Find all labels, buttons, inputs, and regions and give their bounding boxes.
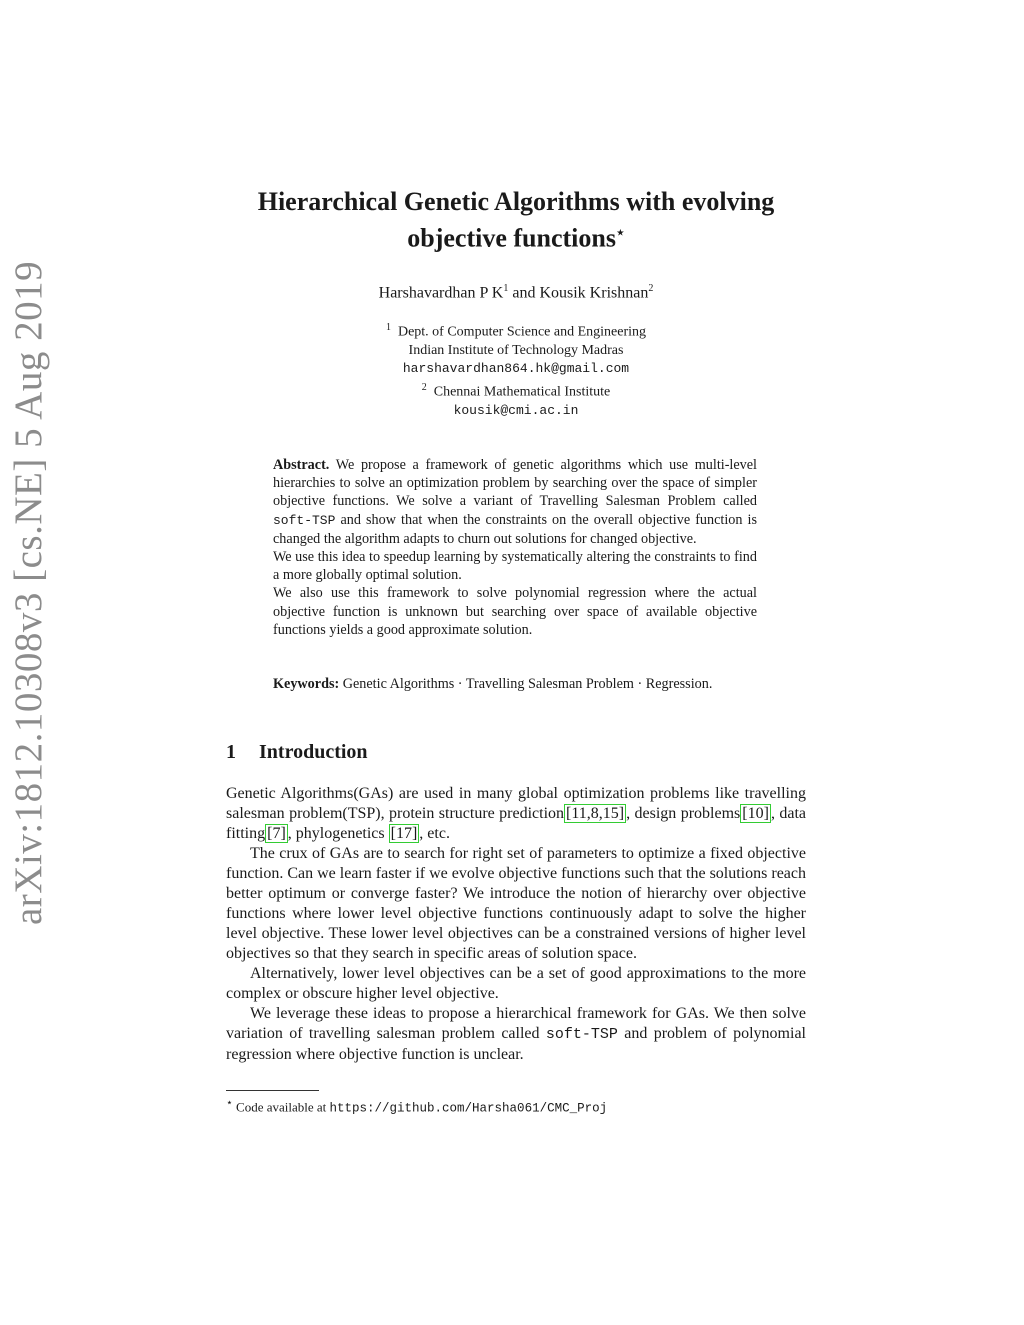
author-name: Kousik Krishnan xyxy=(539,284,649,302)
code-repo-link[interactable]: https://github.com/Harsha061/CMC_Proj xyxy=(329,1101,608,1116)
section-title: Introduction xyxy=(259,741,368,763)
author-email[interactable]: kousik@cmi.ac.in xyxy=(453,402,579,418)
introduction-body xyxy=(226,784,806,1065)
title-line-1: Hierarchical Genetic Algorithms with evolving xyxy=(257,187,775,216)
abstract-label: Abstract. xyxy=(273,457,330,473)
author-list: Harshavardhan P $K^1$ and Kousik Krishnan$^2$ xyxy=(378,283,654,302)
title-line-2: objective functions⋆ xyxy=(407,223,625,253)
keywords: Keywords: Genetic Algorithms · Travelling Salesman Problem · Regression. xyxy=(273,676,713,692)
author-name: Harshavardhan P K xyxy=(378,284,504,302)
citation-link[interactable]: [10] xyxy=(742,805,769,822)
paper-title xyxy=(226,186,806,255)
paragraph: We leverage these ideas to propose a hierarchical framework for GAs. We then solve variation of travelling salesman problem called soft-TSP and problem of polynomial regression where objective function is unclear. xyxy=(226,1005,806,1063)
title-footnote-marker: ⋆ xyxy=(615,226,625,241)
citation-link[interactable]: [17] xyxy=(390,825,418,842)
section-number: 1 xyxy=(226,741,236,763)
affiliations: $^1$ Dept. of Computer Science and Engineering Indian Institute of Technology Madras harshavardhan864.hk@gmail.com $^2$ Chennai Mathematical Institute kousik@cmi.ac.in xyxy=(226,319,806,420)
paragraph: The crux of GAs are to search for right set of parameters to optimize a fixed objective function. Can we learn faster if we evolve objective functions such that the solutions reach better optimum or converge faster? We introduce the notion of hierarchy over objective functions where lower level objective functions continuously adapt to solve the higher level objective. These lower level objectives can be a constrained versions of higher level objectives so that they search in specific areas of solution space. xyxy=(226,845,806,962)
footnote-divider xyxy=(226,1090,319,1091)
keywords-label: Keywords: xyxy=(273,676,340,692)
abstract: Abstract. We propose a framework of genetic algorithms which use multi-level hierarchies to solve an optimization problem by searching over the space of simpler objective functions. We solve a variant of Travelling Salesman Problem called soft-TSP and show that when the constraints on the overall objective function is changed the algorithm adapts to churn out solutions for changed objective. We use this idea to speedup learning by systematically altering the constraints to find a more globally optimal solution. We also use this framework to solve polynomial regression where the actual objective function is unknown but searching over space of available objective functions yields a good approximate solution. xyxy=(273,457,757,638)
paragraph: Genetic Algorithms(GAs) are used in many global optimization problems like travelling salesman problem(TSP), protein structure prediction [11,8,15] , design problems [10] , data fitting [7] , phylogenetics [17] , etc. xyxy=(226,785,807,842)
paragraph: Alternatively, lower level objectives can be a set of good approximations to the more complex or obscure higher level objective. xyxy=(226,965,806,1002)
citation-link[interactable]: [7] xyxy=(267,825,286,842)
footnote: ⋆ Code available at https://github.com/Harsha061/CMC_Proj xyxy=(226,1097,608,1116)
author-email[interactable]: harshavardhan864.hk@gmail.com xyxy=(402,361,630,377)
section-heading xyxy=(226,741,368,764)
citation-link[interactable]: [11,8,15] xyxy=(566,805,625,822)
arxiv-identifier: arXiv:1812.10308v3 [cs.NE] 5 Aug 2019 xyxy=(7,260,50,925)
